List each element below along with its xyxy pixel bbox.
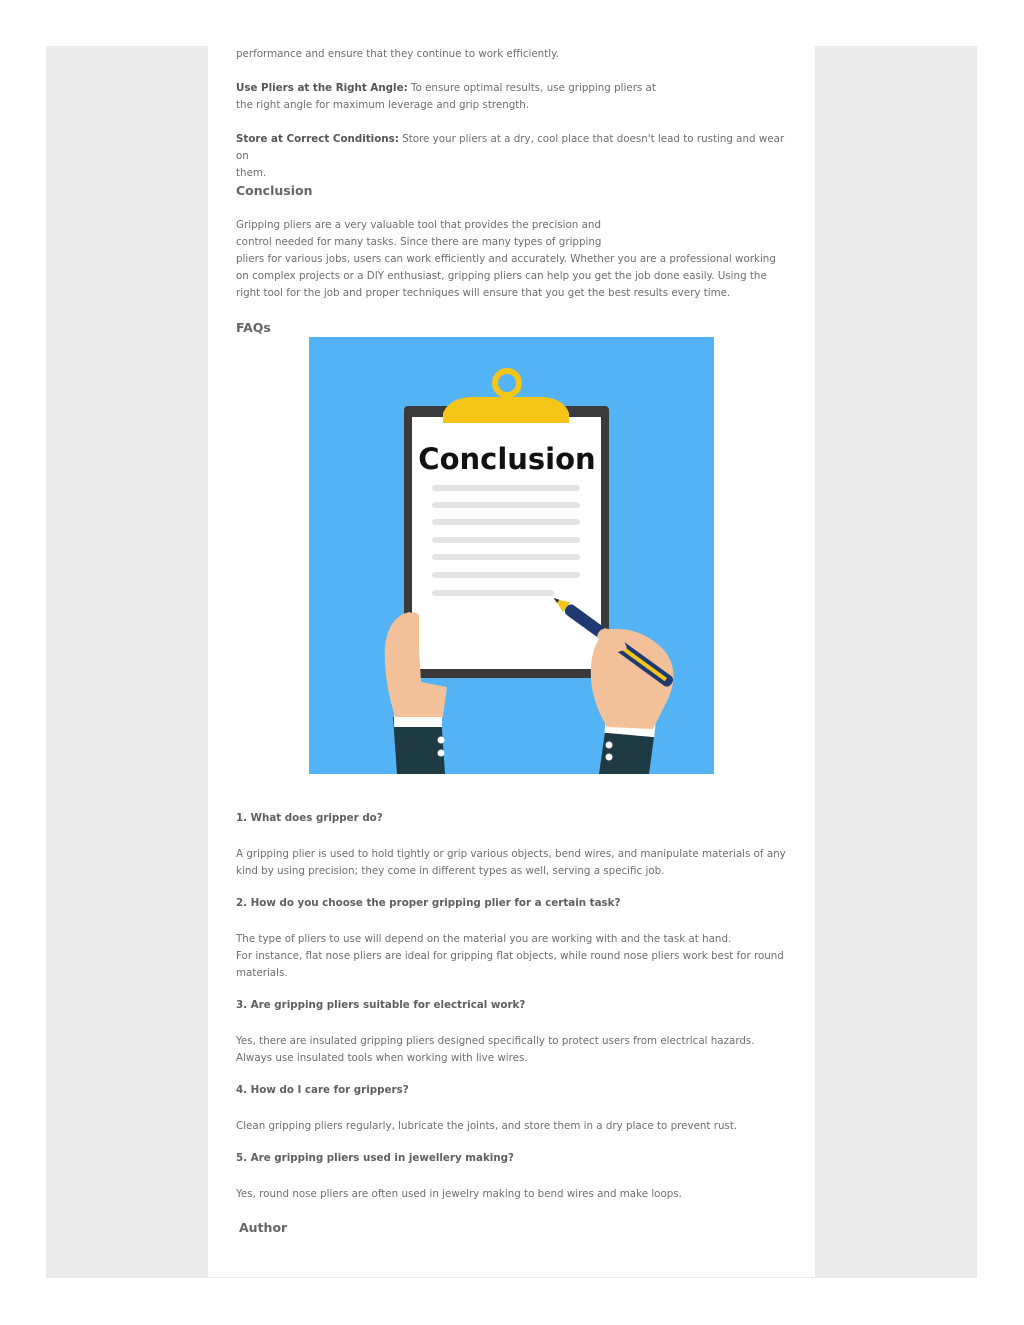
illustration-title: Conclusion — [418, 442, 596, 476]
tip-line: them. — [236, 167, 267, 179]
faq-answer-line: materials. — [236, 967, 288, 979]
faq-answer — [236, 1118, 796, 1135]
tip-storage — [236, 131, 796, 182]
conclusion-illustration — [309, 337, 714, 774]
conclusion-line: pliers for various jobs, users can work efficiently and accurately. Whether you are a professional working — [236, 253, 776, 265]
conclusion-line: Gripping pliers are a very valuable tool that provides the precision and — [236, 219, 601, 231]
faq-answer-line: The type of pliers to use will depend on the material you are working with and the task at hand. — [236, 933, 732, 945]
faq-answer — [236, 1033, 796, 1067]
faq-question: 1. What does gripper do? — [236, 812, 383, 824]
faq-answer-line: Yes, round nose pliers are often used in jewelry making to bend wires and make loops. — [236, 1188, 682, 1200]
faq-answer — [236, 846, 796, 880]
conclusion-heading: Conclusion — [236, 183, 313, 198]
faq-answer-line: Yes, there are insulated gripping pliers designed specifically to protect users from electrical hazards. — [236, 1035, 755, 1047]
faq-question: 5. Are gripping pliers used in jewellery making? — [236, 1152, 515, 1164]
tip-line: the right angle for maximum leverage and grip strength. — [236, 99, 530, 111]
tip-title: Store at Correct Conditions: — [236, 133, 399, 145]
faq-answer-line: Always use insulated tools when working with live wires. — [236, 1052, 528, 1064]
conclusion-line: control needed for many tasks. Since there are many types of gripping — [236, 236, 602, 248]
intro-text: performance and ensure that they continue to work efficiently. — [236, 48, 559, 60]
tip-right-angle — [236, 80, 796, 114]
author-heading: Author — [239, 1220, 288, 1235]
faq-answer — [236, 1186, 796, 1203]
faq-question: 4. How do I care for grippers? — [236, 1084, 409, 1096]
faq-question: 3. Are gripping pliers suitable for electrical work? — [236, 999, 526, 1011]
tip-line: To ensure optimal results, use gripping pliers at — [410, 82, 656, 94]
faq-answer-line: For instance, flat nose pliers are ideal for gripping flat objects, while round nose pliers work best for round — [236, 950, 784, 962]
conclusion-body — [236, 217, 796, 302]
faq-answer-line: A gripping plier is used to hold tightly or grip various objects, bend wires, and manipulate materials of any — [236, 848, 786, 860]
tip-line: Store your pliers at a dry, cool place that doesn't lead to rusting and wear on — [236, 133, 785, 162]
faq-question: 2. How do you choose the proper gripping plier for a certain task? — [236, 897, 621, 909]
faq-answer — [236, 931, 796, 982]
conclusion-line: on complex projects or a DIY enthusiast, gripping pliers can help you get the job done easily. Using the — [236, 270, 767, 282]
tip-title: Use Pliers at the Right Angle: — [236, 82, 408, 94]
faq-answer-line: Clean gripping pliers regularly, lubricate the joints, and store them in a dry place to prevent rust. — [236, 1120, 738, 1132]
faqs-heading: FAQs — [236, 320, 271, 335]
faq-answer-line: kind by using precision; they come in different types as well, serving a specific job. — [236, 865, 665, 877]
conclusion-line: right tool for the job and proper techniques will ensure that you get the best results every time. — [236, 287, 731, 299]
